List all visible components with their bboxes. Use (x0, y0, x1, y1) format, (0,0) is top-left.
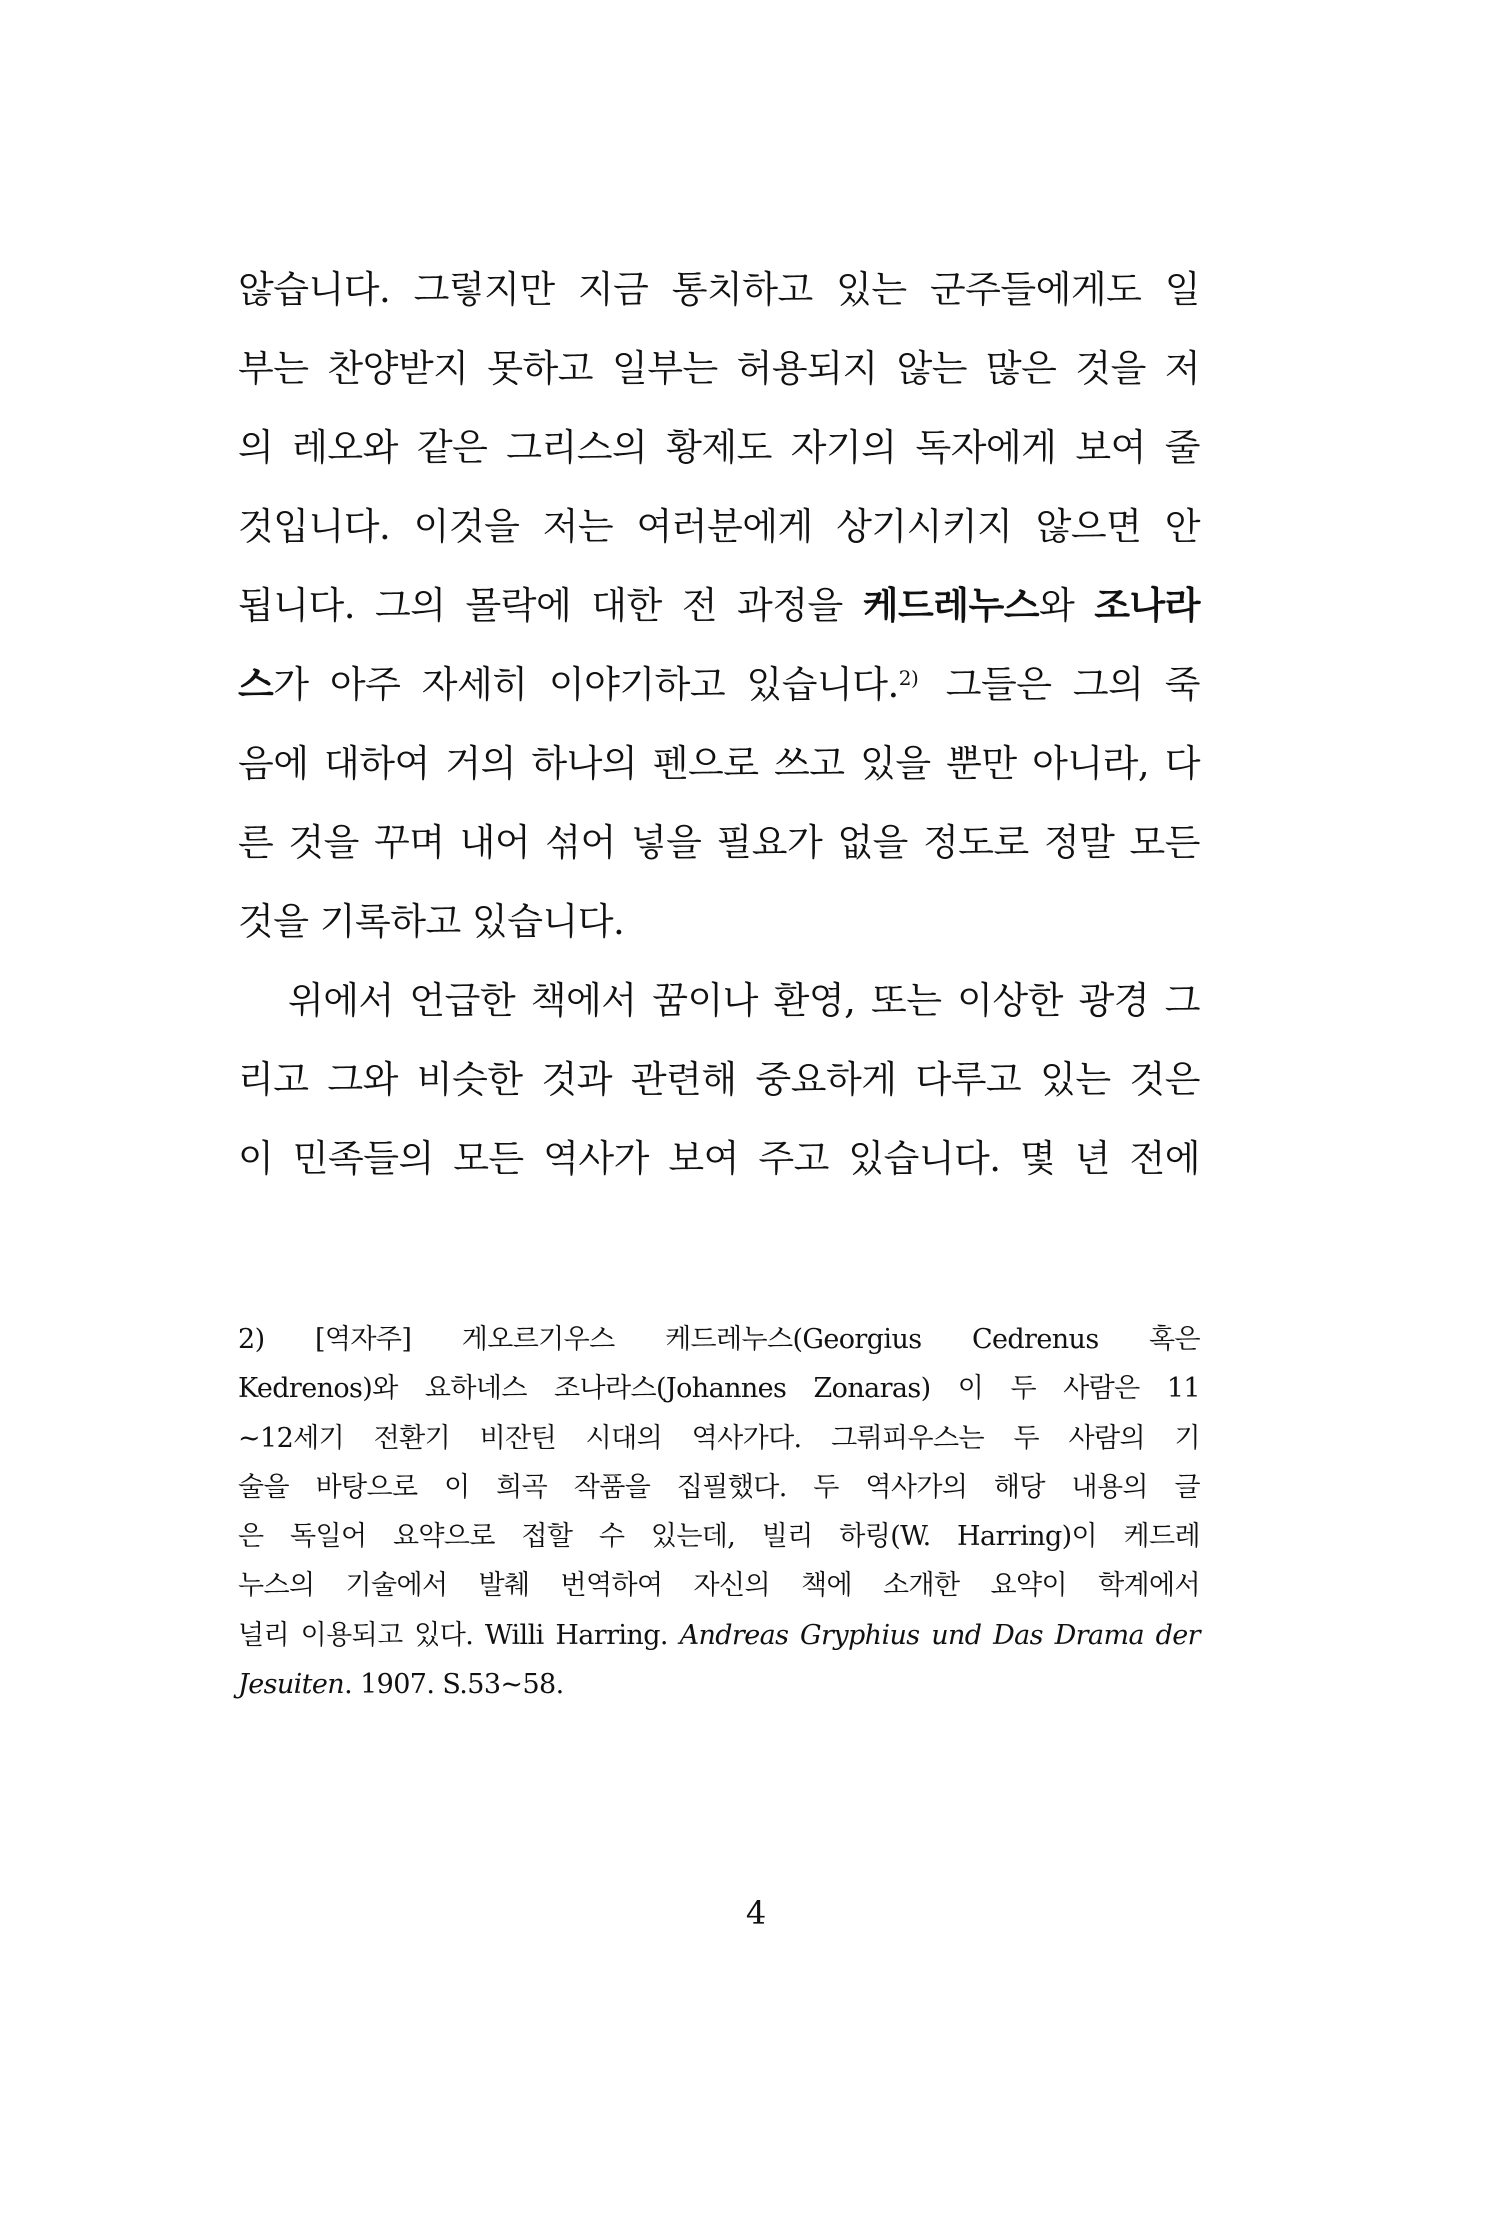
footnote-line: 술을 바탕으로 이 희곡 작품을 집필했다. 두 역사가의 해당 내용의 글 (238, 1471, 1200, 1503)
body-text-segment: 됩니다. 그의 몰락에 대한 전 과정을 (238, 584, 863, 627)
body-line (238, 645, 1200, 724)
body-text-segment: 가 아주 자세히 이야기하고 있습니다. (273, 663, 899, 706)
body-text-segment: 그들은 그의 죽 (924, 663, 1200, 706)
bold-name-zonaras: 조나라 (1094, 583, 1200, 627)
footnote-line: 은 독일어 요약으로 접할 수 있는데, 빌리 하링(W. Harring)이 케드레 (238, 1521, 1200, 1553)
body-line: 것입니다. 이것을 저는 여러분에게 상기시키지 않으면 안 (238, 505, 1200, 548)
body-line: 리고 그와 비슷한 것과 관련해 중요하게 다루고 있는 것은 (238, 1058, 1200, 1101)
bold-name-cedrenus: 케드레누스 (862, 583, 1039, 627)
body-line: 부는 찬양받지 못하고 일부는 허용되지 않는 많은 것을 저 (238, 347, 1200, 390)
body-line: 음에 대하여 거의 하나의 펜으로 쓰고 있을 뿐만 아니라, 다 (238, 742, 1200, 785)
footnote-line: ~12세기 전환기 비잔틴 시대의 역사가다. 그뤼피우스는 두 사람의 기 (238, 1422, 1200, 1454)
bold-name-zonaras-end: 스 (238, 662, 274, 706)
footnote-text-segment: . 1907. S.53~58. (344, 1669, 564, 1701)
footnote-line: 누스의 기술에서 발췌 번역하여 자신의 책에 소개한 요약이 학계에서 (238, 1570, 1200, 1602)
body-line: 른 것을 꾸며 내어 섞어 넣을 필요가 없을 정도로 정말 모든 (238, 821, 1200, 864)
body-line-paragraph-start: 위에서 언급한 책에서 꿈이나 환영, 또는 이상한 광경 그 (288, 979, 1200, 1022)
footnote-line (238, 1660, 1200, 1709)
footnote-line: 2) [역자주] 게오르기우스 케드레누스(Georgius Cedrenus 혹은 (238, 1324, 1200, 1355)
body-line: 의 레오와 같은 그리스의 황제도 자기의 독자에게 보여 줄 (238, 426, 1200, 469)
book-title-italic: Andreas Gryphius und Das Drama der (679, 1619, 1200, 1651)
body-line: 것을 기록하고 있습니다. (238, 900, 625, 943)
footnote-line: Kedrenos)와 요하네스 조나라스(Johannes Zonaras) 이 두 사람은 11 (238, 1373, 1200, 1405)
body-line (238, 566, 1200, 645)
footnote-section (238, 1315, 1200, 1709)
footnote-text-segment: 널리 이용되고 있다. Willi Harring. (238, 1619, 680, 1651)
page-number: 4 (745, 1894, 767, 1932)
body-line: 이 민족들의 모든 역사가 보여 주고 있습니다. 몇 년 전에 (238, 1137, 1200, 1180)
footnote-line (238, 1611, 1200, 1660)
body-text-segment: 와 (1039, 584, 1095, 627)
footnote-reference-link[interactable]: 2) (898, 666, 919, 690)
body-text (238, 250, 1200, 1198)
book-title-italic: Jesuiten (238, 1669, 345, 1701)
body-line: 않습니다. 그렇지만 지금 통치하고 있는 군주들에게도 일 (238, 268, 1200, 311)
